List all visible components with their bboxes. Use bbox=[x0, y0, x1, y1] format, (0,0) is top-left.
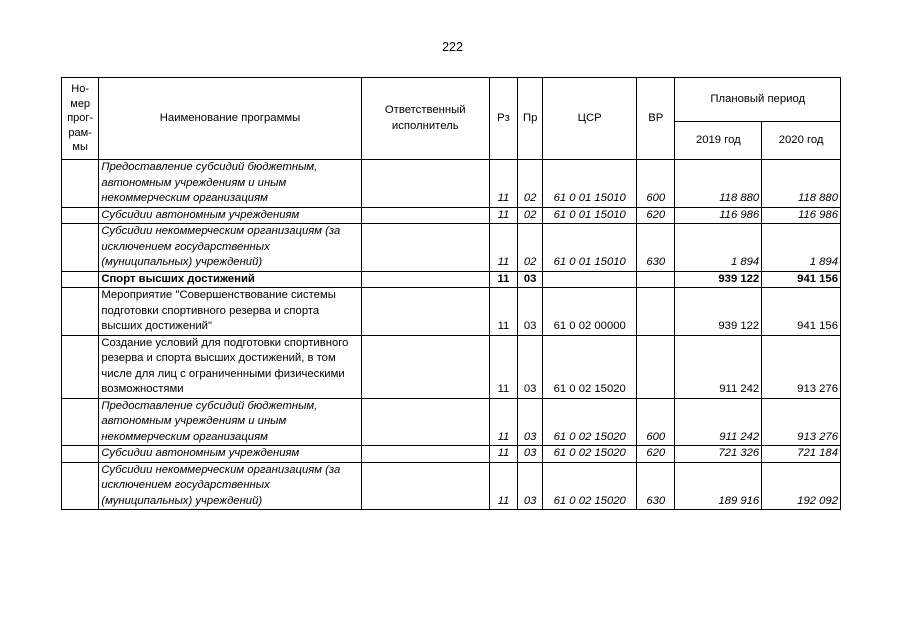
header-vr: ВР bbox=[637, 78, 675, 160]
row-name-cell: Спорт высших достижений bbox=[99, 271, 361, 288]
row-pr-cell: 03 bbox=[518, 288, 543, 336]
row-csr-cell: 61 0 02 00000 bbox=[543, 288, 637, 336]
table-row bbox=[62, 288, 841, 336]
row-rz-cell: 11 bbox=[489, 446, 517, 463]
row-number-cell bbox=[62, 160, 99, 208]
row-rz-cell: 11 bbox=[489, 271, 517, 288]
table-header bbox=[62, 78, 841, 160]
row-executor-cell bbox=[361, 207, 489, 224]
row-number-cell bbox=[62, 207, 99, 224]
table-row bbox=[62, 462, 841, 510]
row-executor-cell bbox=[361, 271, 489, 288]
row-2019-cell: 911 242 bbox=[675, 398, 762, 446]
row-executor-cell bbox=[361, 398, 489, 446]
row-2019-cell: 939 122 bbox=[675, 271, 762, 288]
row-2020-cell: 192 092 bbox=[762, 462, 841, 510]
row-2019-cell: 189 916 bbox=[675, 462, 762, 510]
header-rz: Рз bbox=[489, 78, 517, 160]
row-csr-cell: 61 0 02 15020 bbox=[543, 335, 637, 398]
row-csr-cell bbox=[543, 271, 637, 288]
table-row bbox=[62, 224, 841, 272]
row-executor-cell bbox=[361, 446, 489, 463]
row-2019-cell: 911 242 bbox=[675, 335, 762, 398]
header-planning-period: Плановый период bbox=[675, 78, 841, 122]
row-name-cell: Субсидии автономным учреждениям bbox=[99, 207, 361, 224]
row-pr-cell: 03 bbox=[518, 446, 543, 463]
row-number-cell bbox=[62, 335, 99, 398]
row-name-cell: Создание условий для подготовки спортивного резерва и спорта высших достижений, в том числе для лиц с ограниченными физическими возможностями bbox=[99, 335, 361, 398]
row-2020-cell: 116 986 bbox=[762, 207, 841, 224]
header-program-name: Наименование программы bbox=[99, 78, 361, 160]
row-2020-cell: 941 156 bbox=[762, 271, 841, 288]
table-body bbox=[62, 160, 841, 510]
table-row bbox=[62, 160, 841, 208]
row-rz-cell: 11 bbox=[489, 335, 517, 398]
row-pr-cell: 03 bbox=[518, 398, 543, 446]
row-2020-cell: 721 184 bbox=[762, 446, 841, 463]
row-2020-cell: 913 276 bbox=[762, 398, 841, 446]
row-csr-cell: 61 0 01 15010 bbox=[543, 224, 637, 272]
row-vr-cell bbox=[637, 271, 675, 288]
row-pr-cell: 02 bbox=[518, 207, 543, 224]
row-pr-cell: 03 bbox=[518, 271, 543, 288]
row-executor-cell bbox=[361, 160, 489, 208]
row-name-cell: Субсидии автономным учреждениям bbox=[99, 446, 361, 463]
row-2019-cell: 116 986 bbox=[675, 207, 762, 224]
row-rz-cell: 11 bbox=[489, 462, 517, 510]
table-row bbox=[62, 207, 841, 224]
row-executor-cell bbox=[361, 462, 489, 510]
row-rz-cell: 11 bbox=[489, 160, 517, 208]
table-row bbox=[62, 446, 841, 463]
row-pr-cell: 02 bbox=[518, 160, 543, 208]
page-number: 222 bbox=[442, 40, 463, 54]
table-row bbox=[62, 398, 841, 446]
row-vr-cell: 600 bbox=[637, 160, 675, 208]
row-vr-cell: 600 bbox=[637, 398, 675, 446]
row-pr-cell: 03 bbox=[518, 462, 543, 510]
row-2019-cell: 939 122 bbox=[675, 288, 762, 336]
row-name-cell: Мероприятие "Совершенствование системы подготовки спортивного резерва и спорта высших достижений" bbox=[99, 288, 361, 336]
row-2020-cell: 118 880 bbox=[762, 160, 841, 208]
table-row bbox=[62, 271, 841, 288]
row-2020-cell: 913 276 bbox=[762, 335, 841, 398]
header-pr: Пр bbox=[518, 78, 543, 160]
table-row bbox=[62, 335, 841, 398]
row-pr-cell: 03 bbox=[518, 335, 543, 398]
row-number-cell bbox=[62, 224, 99, 272]
row-name-cell: Предоставление субсидий бюджетным, автономным учреждениям и иным некоммерческим организациям bbox=[99, 160, 361, 208]
row-executor-cell bbox=[361, 335, 489, 398]
row-name-cell: Субсидии некоммерческим организациям (за исключением государственных (муниципальных) учреждений) bbox=[99, 462, 361, 510]
row-2020-cell: 941 156 bbox=[762, 288, 841, 336]
budget-table bbox=[61, 77, 841, 510]
row-number-cell bbox=[62, 288, 99, 336]
row-vr-cell bbox=[637, 288, 675, 336]
row-rz-cell: 11 bbox=[489, 398, 517, 446]
header-year-2020: 2020 год bbox=[762, 122, 841, 160]
row-pr-cell: 02 bbox=[518, 224, 543, 272]
row-2019-cell: 1 894 bbox=[675, 224, 762, 272]
row-csr-cell: 61 0 02 15020 bbox=[543, 462, 637, 510]
row-csr-cell: 61 0 02 15020 bbox=[543, 446, 637, 463]
row-number-cell bbox=[62, 462, 99, 510]
row-rz-cell: 11 bbox=[489, 224, 517, 272]
row-vr-cell bbox=[637, 335, 675, 398]
row-csr-cell: 61 0 02 15020 bbox=[543, 398, 637, 446]
row-vr-cell: 620 bbox=[637, 207, 675, 224]
row-name-cell: Субсидии некоммерческим организациям (за исключением государственных (муниципальных) учреждений) bbox=[99, 224, 361, 272]
header-year-2019: 2019 год bbox=[675, 122, 762, 160]
row-number-cell bbox=[62, 398, 99, 446]
row-2019-cell: 118 880 bbox=[675, 160, 762, 208]
row-csr-cell: 61 0 01 15010 bbox=[543, 160, 637, 208]
row-2020-cell: 1 894 bbox=[762, 224, 841, 272]
row-executor-cell bbox=[361, 224, 489, 272]
row-number-cell bbox=[62, 271, 99, 288]
header-csr: ЦСР bbox=[543, 78, 637, 160]
row-number-cell bbox=[62, 446, 99, 463]
row-csr-cell: 61 0 01 15010 bbox=[543, 207, 637, 224]
header-executor: Ответственный исполнитель bbox=[361, 78, 489, 160]
header-program-number: Но- мер прог- рам- мы bbox=[62, 78, 99, 160]
row-vr-cell: 620 bbox=[637, 446, 675, 463]
row-2019-cell: 721 326 bbox=[675, 446, 762, 463]
row-rz-cell: 11 bbox=[489, 288, 517, 336]
row-vr-cell: 630 bbox=[637, 224, 675, 272]
row-vr-cell: 630 bbox=[637, 462, 675, 510]
row-name-cell: Предоставление субсидий бюджетным, автономным учреждениям и иным некоммерческим организациям bbox=[99, 398, 361, 446]
row-rz-cell: 11 bbox=[489, 207, 517, 224]
row-executor-cell bbox=[361, 288, 489, 336]
